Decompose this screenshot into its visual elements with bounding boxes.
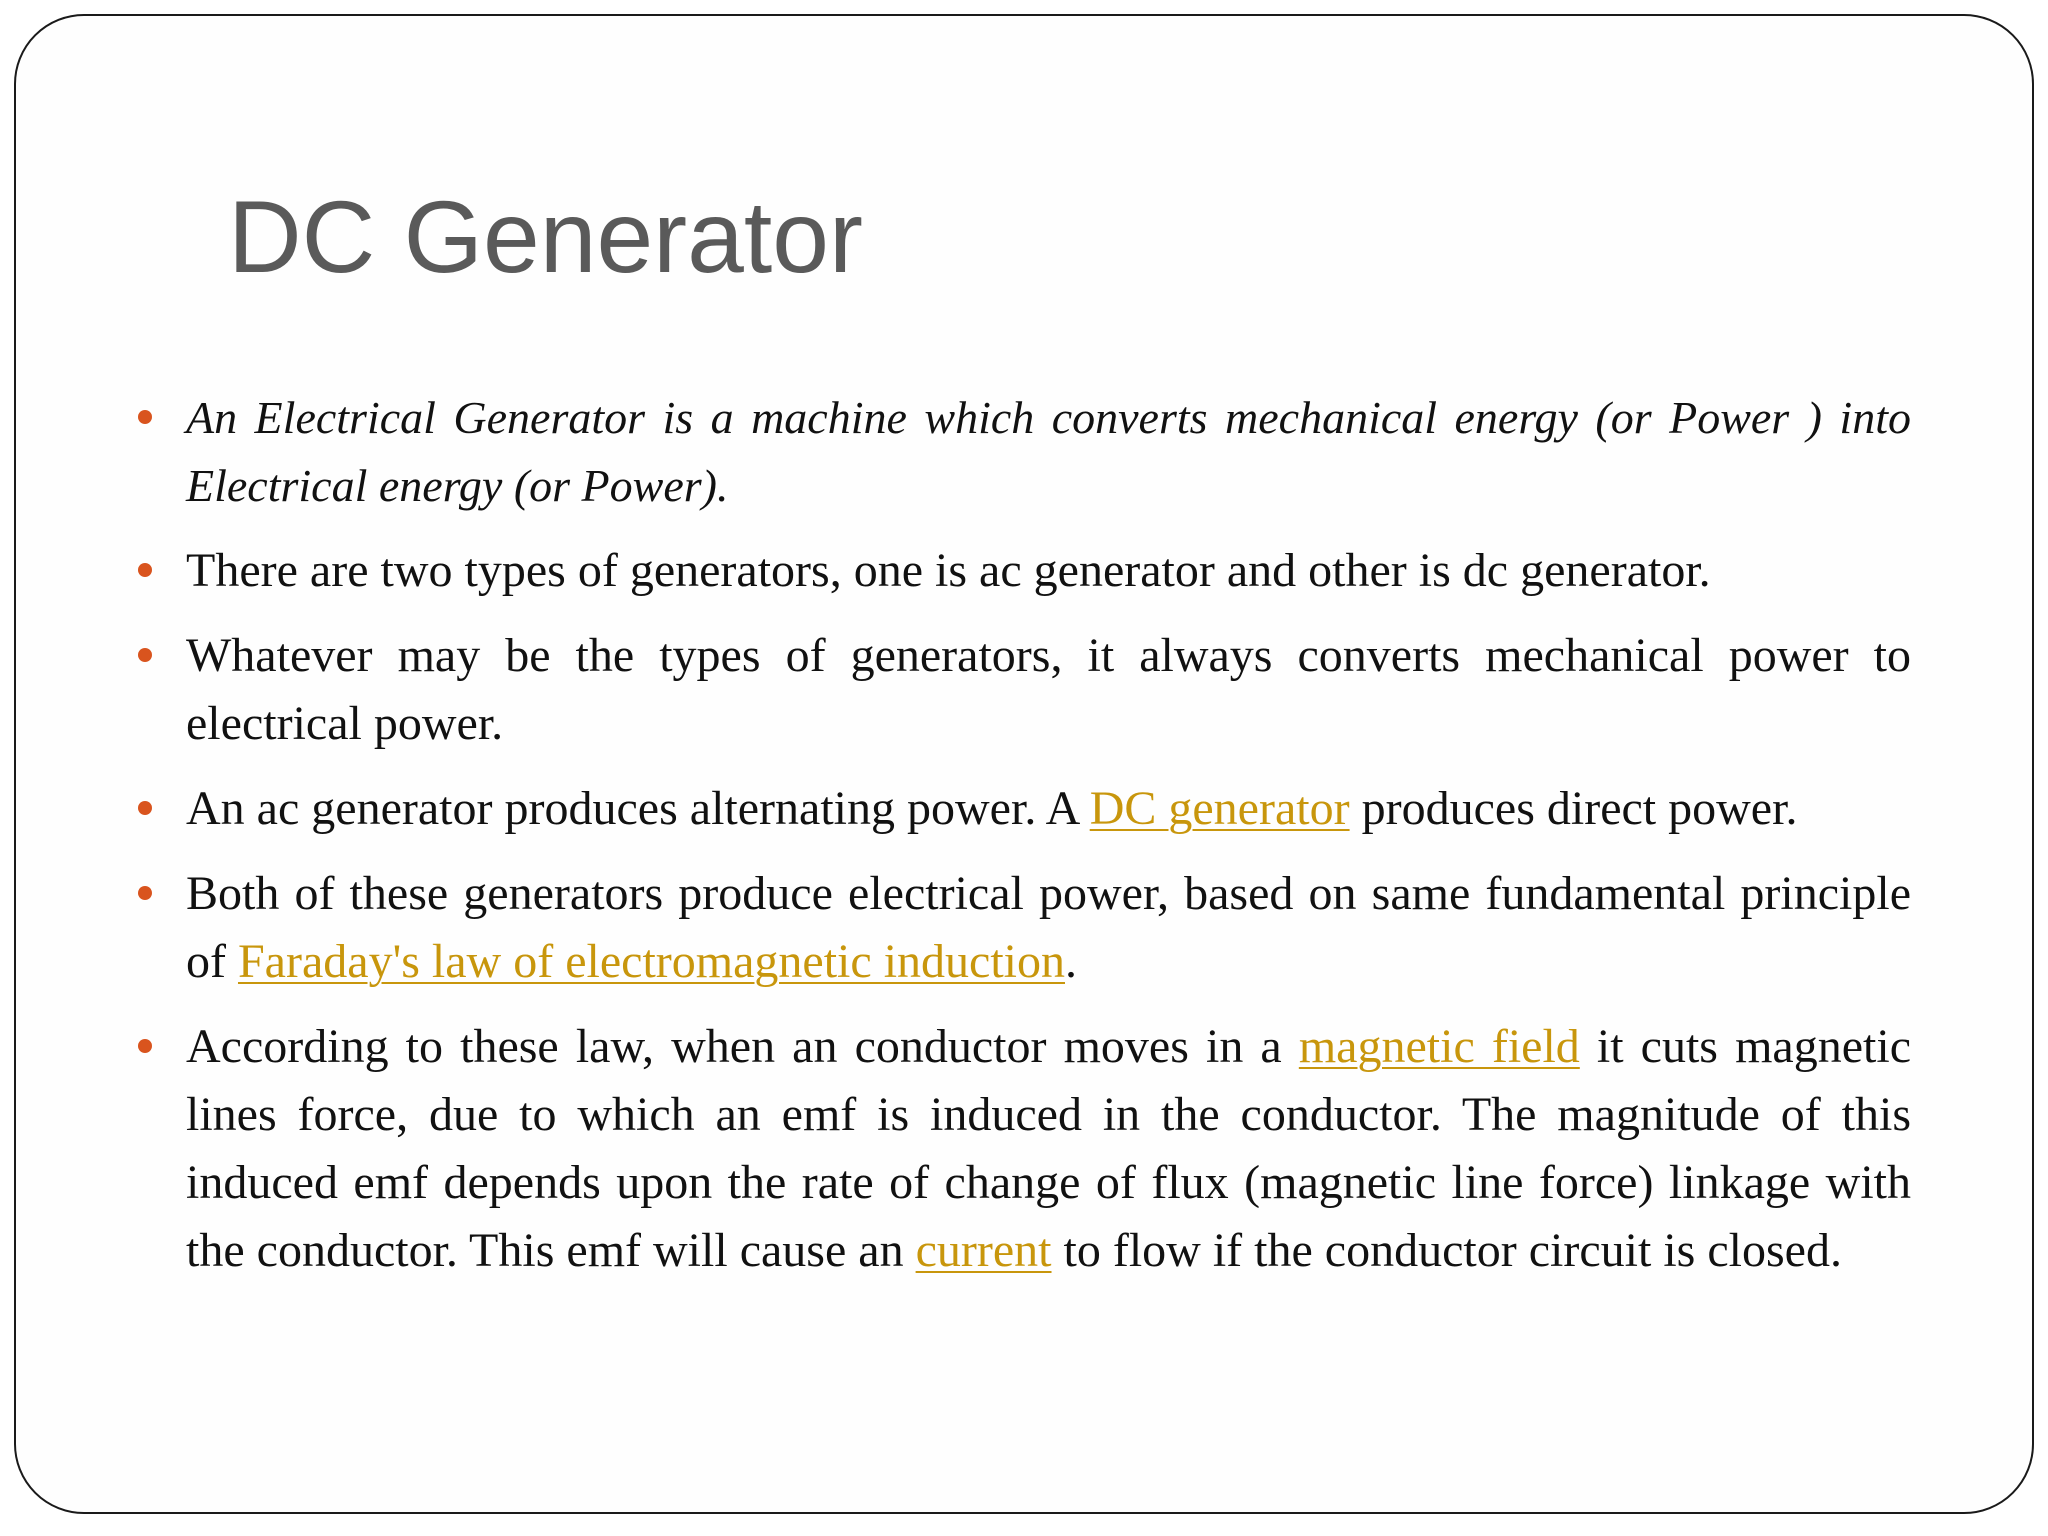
bullet-item (186, 860, 1911, 996)
bullet-text-before: An ac generator produces alternating power. A (186, 782, 1090, 835)
bullet-item (186, 775, 1911, 843)
bullet-item (186, 537, 1911, 605)
bullet-dot-icon (138, 410, 152, 424)
bullet-text (186, 867, 1911, 988)
bullet-text: There are two types of generators, one is ac generator and other is dc generator. (186, 544, 1711, 597)
current-link[interactable]: current (915, 1224, 1052, 1277)
bullet-text: Whatever may be the types of generators, it always converts mechanical power to electrical power. (186, 629, 1911, 750)
bullet-dot-icon (138, 563, 152, 577)
bullet-item (186, 384, 1911, 520)
dc-generator-link[interactable]: DC generator (1089, 782, 1350, 835)
bullet-text-middle: it cuts magnetic lines force, due to which an emf is induced in the conductor. The magnitude of this induced emf depends upon the rate of change of flux (magnetic line force) linkage with the conductor. This emf will cause an (186, 1020, 1912, 1277)
bullet-list (186, 384, 1911, 1302)
bullet-dot-icon (138, 648, 152, 662)
bullet-dot-icon (138, 886, 152, 900)
faradays-law-link[interactable]: Faraday's law of electromagnetic induction (237, 935, 1065, 988)
bullet-text-before: Both of these generators produce electrical power, based on same fundamental principle of (186, 867, 1911, 988)
bullet-text-after: to flow if the conductor circuit is closed. (1051, 1224, 1842, 1277)
magnetic-field-link[interactable]: magnetic field (1298, 1020, 1580, 1073)
bullet-text-after: produces direct power. (1349, 782, 1798, 835)
bullet-text (186, 782, 1797, 835)
slide (14, 14, 2034, 1514)
bullet-dot-icon (138, 801, 152, 815)
bullet-text-before: According to these law, when an conductor moves in a (186, 1020, 1299, 1073)
slide-title: DC Generator (228, 180, 863, 294)
bullet-text (186, 1020, 1911, 1277)
bullet-dot-icon (138, 1039, 152, 1053)
bullet-item (186, 1013, 1911, 1285)
bullet-item (186, 622, 1911, 758)
bullet-text: An Electrical Generator is a machine which converts mechanical energy (or Power ) into Electrical energy (or Power). (186, 392, 1911, 511)
bullet-text-after: . (1065, 935, 1077, 988)
